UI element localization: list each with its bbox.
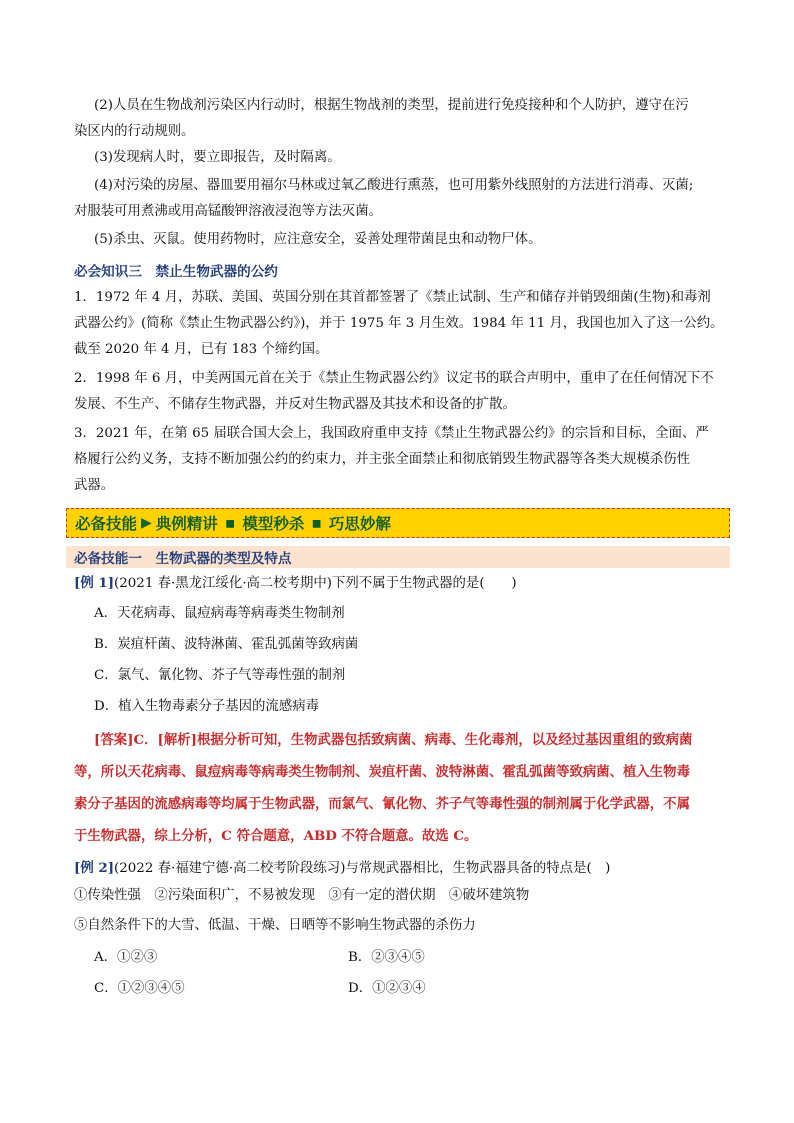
section-3-item-3-line-1: 3．2021 年，在第 65 届联合国大会上，我国政府重申支持《禁止生物武器公约》的宗旨和目标，全面、严 xyxy=(74,426,709,441)
example-2-tag: [例 2] xyxy=(74,860,115,876)
section-3-item-2-line-2: 发展、不生产、不储存生物武器，并反对生物武器及其技术和设备的扩散。 xyxy=(74,397,516,412)
example-2-option-c: C．①②③④⑤ xyxy=(94,981,185,996)
banner-item-3: 巧思妙解 xyxy=(328,515,391,533)
example-2-option-b: B．②③④⑤ xyxy=(348,950,425,965)
section-3-item-3-line-2: 格履行公约义务，支持不断加强公约的约束力，并主张全面禁止和彻底销毁生物武器等各类大规模杀伤性 xyxy=(74,452,690,467)
section-3-item-1-line-1: 1．1972 年 4 月，苏联、美国、英国分别在其首都签署了《禁止试制、生产和储存并销毁细菌(生物)和毒剂 xyxy=(74,290,711,305)
banner-item-2: 模型秒杀 xyxy=(242,515,305,533)
skill-1-heading: 必备技能一 生物武器的类型及特点 xyxy=(66,546,730,568)
example-1-tag: [例 1] xyxy=(74,575,115,591)
example-1-answer-line-4: 于生物武器，综上分析，C 符合题意，ABD 不符合题意。故选 C。 xyxy=(74,828,478,844)
example-2-option-a: A．①②③ xyxy=(94,950,158,965)
example-2-stem xyxy=(74,858,734,879)
example-1-question: (2021 春·黑龙江绥化·高二校考期中)下列不属于生物武器的是( ) xyxy=(114,576,517,591)
paragraph-2-line-1: (2)人员在生物战剂污染区内行动时，根据生物战剂的类型，提前进行免疫接种和个人防护，遵守在污 xyxy=(94,98,689,113)
section-3-item-2-line-1: 2．1998 年 6 月，中美两国元首在关于《禁止生物武器公约》议定书的联合声明中，重申了在任何情况下不 xyxy=(74,371,714,386)
answer-tag: [答案]C．[解析] xyxy=(94,732,197,748)
section-3-item-1-line-2: 武器公约》(简称《禁止生物武器公约》)，并于 1975 年 3 月生效。1984 年 11 月，我国也加入了这一公约。 xyxy=(74,316,724,331)
example-1-option-d: D．植入生物毒素分子基因的流感病毒 xyxy=(94,699,319,714)
example-1-answer-line-3: 素分子基因的流感病毒等均属于生物武器，而氯气、氰化物、芥子气等毒性强的制剂属于化学武器，不属 xyxy=(74,796,690,812)
example-1-stem xyxy=(74,573,734,594)
example-2-statements-line-1: ①传染性强 ②污染面积广，不易被发现 ③有一定的潜伏期 ④破坏建筑物 xyxy=(74,888,530,903)
answer-text: 根据分析可知，生物武器包括致病菌、病毒、生化毒剂，以及经过基因重组的致病菌 xyxy=(196,732,693,748)
example-1-answer-line-1 xyxy=(94,730,754,750)
paragraph-4-line-2: 对服装可用煮沸或用高锰酸钾溶液浸泡等方法灭菌。 xyxy=(74,204,382,219)
bullet-icon: ▪ xyxy=(224,514,236,532)
paragraph-5: (5)杀虫、灭鼠。使用药物时，应注意安全，妥善处理带菌昆虫和动物尸体。 xyxy=(94,232,542,247)
bullet-icon: ▪ xyxy=(311,514,322,532)
section-3-item-1-line-3: 截至 2020 年 4 月，已有 183 个缔约国。 xyxy=(74,342,329,357)
play-arrow-icon: ▶ xyxy=(141,515,152,531)
example-2-statements-line-2: ⑤自然条件下的大雪、低温、干燥、日晒等不影响生物武器的杀伤力 xyxy=(74,918,476,933)
example-2-question: (2022 春·福建宁德·高二校考阶段练习)与常规武器相比，生物武器具备的特点是( ) xyxy=(114,861,611,876)
section-3-item-3-line-3: 武器。 xyxy=(74,478,115,493)
section-3-heading: 必会知识三 禁止生物武器的公约 xyxy=(74,264,278,280)
banner-item-1: 典例精讲 xyxy=(155,515,218,533)
example-1-option-b: B．炭疽杆菌、波特淋菌、霍乱弧菌等致病菌 xyxy=(94,637,359,652)
example-1-answer-line-2: 等，所以天花病毒、鼠痘病毒等病毒类生物制剂、炭疽杆菌、波特淋菌、霍乱弧菌等致病菌、植入生物毒 xyxy=(74,764,690,780)
skills-banner xyxy=(66,508,730,538)
example-1-option-c: C．氯气、氰化物、芥子气等毒性强的制剂 xyxy=(94,668,346,683)
example-2-option-d: D．①②③④ xyxy=(348,981,426,996)
example-1-option-a: A．天花病毒、鼠痘病毒等病毒类生物制剂 xyxy=(94,606,345,621)
paragraph-4-line-1: (4)对污染的房屋、器皿要用福尔马林或过氧乙酸进行熏蒸，也可用紫外线照射的方法进行消毒、灭菌; xyxy=(94,178,694,193)
banner-title: 必备技能 xyxy=(75,515,138,533)
paragraph-2-line-2: 染区内的行动规则。 xyxy=(74,124,195,139)
paragraph-3: (3)发现病人时，要立即报告，及时隔离。 xyxy=(94,150,341,165)
